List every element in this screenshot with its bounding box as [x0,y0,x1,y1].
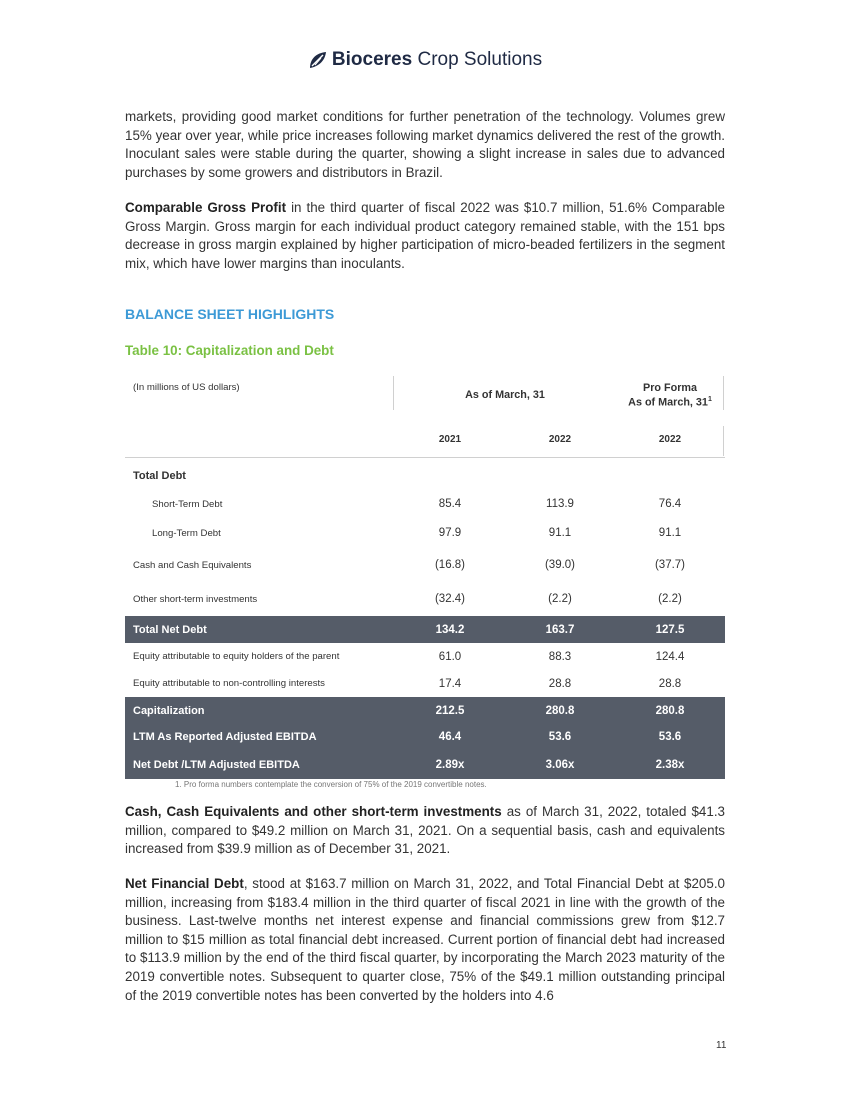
table-row [125,670,725,697]
table-footnote: 1. Pro forma numbers contemplate the conversion of 75% of the 2019 convertible notes. [175,780,487,789]
net-financial-debt-text: , stood at $163.7 million on March 31, 2022, and Total Financial Debt at $205.0 million, increasing from $183.4 million in the third quarter of fiscal 2021 in line with the growth of the business. Last-twelve months net interest expense and financial commissions grew from $12.7 million to $15 million as total financial debt increased. Current portion of financial debt had increased to $113.9 million by the end of the third fiscal quarter, by incorporating the March 2023 maturity of the 2019 convertible notes. Subsequent to quarter close, 75% of the $49.1 million outstanding principal of the 2019 convertible notes has been converted by the holders into 4.6 [125,876,725,1003]
row-label: Total Net Debt [133,623,207,636]
cell-value: 2.38x [655,758,685,771]
row-label: Other short-term investments [133,593,258,605]
header-divider [723,376,724,410]
row-label: Long-Term Debt [152,527,221,539]
cell-value: 3.06x [545,758,575,771]
capitalization-table [125,376,725,779]
table-row [125,643,725,670]
pro-forma-header [615,382,725,409]
table-row [125,518,725,548]
cell-value: 46.4 [438,731,462,743]
table-row [125,582,725,616]
row-label: Capitalization [133,704,205,717]
pro-forma-line2: As of March, 31 [628,396,708,409]
paragraph-net-financial-debt [125,875,725,1005]
cell-value: 53.6 [658,731,682,743]
cell-value: 85.4 [438,498,462,510]
cell-value: (39.0) [544,559,576,571]
gross-profit-text: in the third quarter of fiscal 2022 was $10.7 million, 51.6% Comparable Gross Margin. Gross margin for each individual product category remained stable, with the 151 bps decrease in gross margin explained by higher participation of micro-beaded fertilizers in the segment mix, which have lower margins than inoculants. [125,200,725,271]
table-title: Table 10: Capitalization and Debt [125,343,334,358]
year-header-1: 2021 [438,434,462,445]
table-row [125,461,725,490]
header-divider [723,426,724,456]
table-header [125,376,725,461]
row-label: Total Debt [133,469,186,482]
cell-value: 280.8 [655,704,685,717]
cell-value: (32.4) [434,593,466,605]
row-label: Cash and Cash Equivalents [133,559,252,571]
page-number: 11 [716,1040,727,1051]
pro-forma-footnote-marker: 1 [707,396,712,403]
paragraph-markets: markets, providing good market conditions for further penetration of the technology. Volumes grew 15% year over year, while price increases following market dynamics delivered the rest of the growth. Inoculant sales were stable during the quarter, showing a slight increase in sales due to advanced purchases by some growers and distributors in Brazil. [125,109,725,180]
table-row-leverage [125,750,725,779]
brand-logo [0,49,850,71]
cell-value: 91.1 [658,527,682,539]
table-row-total-net-debt [125,616,725,643]
cell-value: 28.8 [548,677,572,690]
net-financial-debt-term: Net Financial Debt [125,876,244,891]
section-title: BALANCE SHEET HIGHLIGHTS [125,306,335,322]
brand-name-rest: Crop Solutions [417,49,543,70]
cell-value: (2.2) [548,593,572,605]
cash-term: Cash, Cash Equivalents and other short-term investments [125,804,502,819]
row-label: Equity attributable to non-controlling interests [133,678,325,689]
cash-text: as of March 31, 2022, totaled $41.3 million, compared to $49.2 million on March 31, 2021. On a sequential basis, cash and equivalents increased from $39.9 million as of December 31, 2021. [125,804,725,857]
table-row [125,490,725,518]
cell-value: 127.5 [655,623,685,636]
header-rule [125,457,725,458]
as-of-header: As of March, 31 [465,389,545,401]
paragraph-cash [125,803,725,859]
header-divider [393,376,394,410]
cell-value: 134.2 [435,623,465,636]
cell-value: 97.9 [438,527,462,539]
row-label: LTM As Reported Adjusted EBITDA [133,731,317,743]
table-row [125,548,725,582]
cell-value: 53.6 [548,731,572,743]
cell-value: 88.3 [548,650,572,663]
cell-value: (2.2) [658,593,682,605]
table-row-ebitda [125,724,725,750]
cell-value: 124.4 [655,650,685,663]
cell-value: 2.89x [435,758,465,771]
paragraph-gross-profit [125,199,725,273]
cell-value: 113.9 [546,498,574,510]
cell-value: 61.0 [438,650,462,663]
units-label: (In millions of US dollars) [133,382,240,393]
cell-value: 163.7 [545,623,575,636]
cell-value: 280.8 [545,704,575,717]
gross-profit-term: Comparable Gross Profit [125,200,287,215]
table-row-capitalization [125,697,725,724]
pro-forma-line1: Pro Forma [643,382,697,394]
row-label: Net Debt /LTM Adjusted EBITDA [133,758,300,771]
cell-value: 28.8 [658,677,682,690]
year-header-3: 2022 [658,434,682,445]
row-label: Short-Term Debt [152,498,223,510]
brand-name-bold: Bioceres [331,49,413,70]
cell-value: 91.1 [548,527,572,539]
cell-value: (16.8) [434,559,466,571]
cell-value: (37.7) [654,559,686,571]
year-header-2: 2022 [548,434,572,445]
leaf-logo-icon [308,51,328,69]
row-label: Equity attributable to equity holders of the parent [133,651,340,662]
cell-value: 17.4 [438,677,462,690]
cell-value: 212.5 [435,704,465,717]
cell-value: 76.4 [658,498,682,510]
